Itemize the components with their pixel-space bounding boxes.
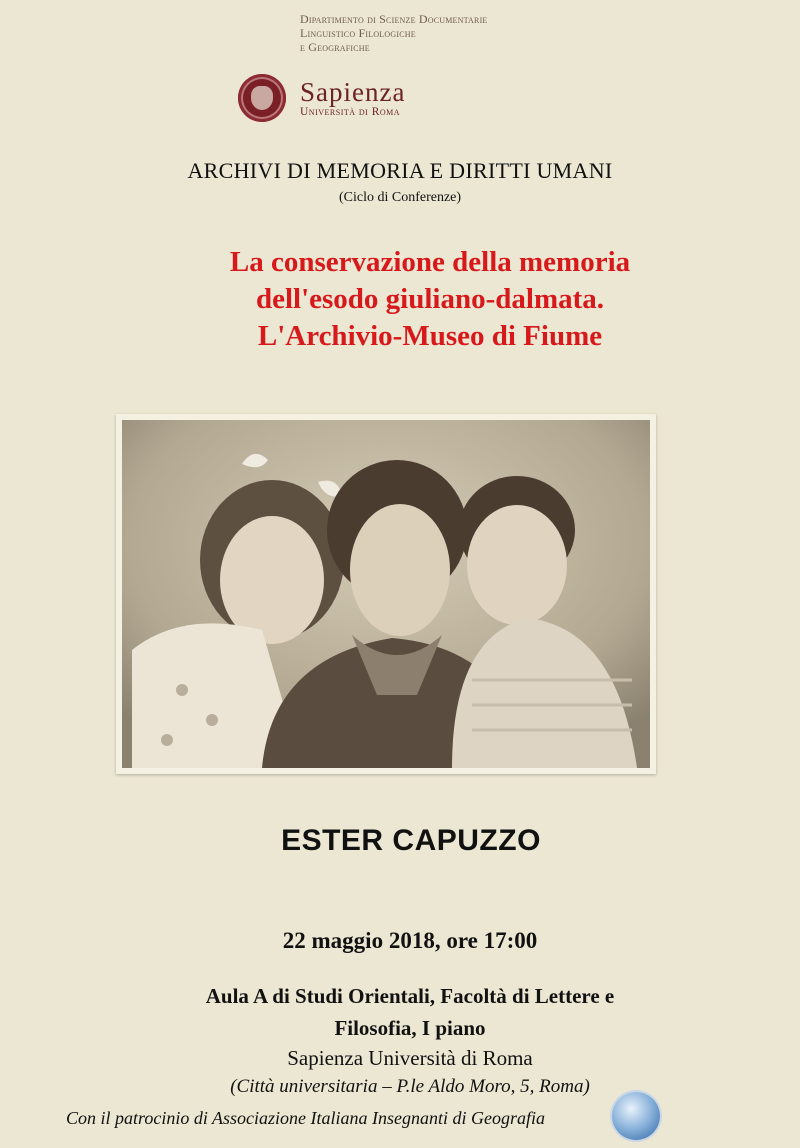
photograph-image — [122, 420, 650, 768]
patronage-text: Con il patrocinio di Associazione Italiana Insegnanti di Geografia — [66, 1108, 545, 1128]
speaker-name: ESTER CAPUZZO — [281, 824, 541, 857]
brand-subtitle: Università di Roma — [300, 106, 401, 118]
university-seal-icon — [238, 74, 286, 122]
brand-name: Sapienza — [300, 77, 406, 107]
department-line-3: e Geografiche — [300, 40, 370, 54]
photograph-drawing — [122, 420, 650, 768]
association-globe-icon — [612, 1092, 660, 1140]
series-subtitle: (Ciclo di Conferenze) — [338, 190, 462, 205]
talk-title-line-2: dell'esodo giuliano-dalmata. — [255, 283, 605, 315]
department-line-2: Linguistico Filologiche — [300, 26, 416, 40]
talk-title-line-3: L'Archivio-Museo di Fiume — [257, 320, 603, 352]
event-university: Sapienza Università di Roma — [287, 1046, 533, 1070]
department-name — [300, 12, 488, 54]
brand-text — [300, 78, 405, 118]
talk-title-line-1: La conservazione della memoria — [229, 246, 631, 278]
event-address: (Città universitaria – P.le Aldo Moro, 5, Roma) — [230, 1076, 590, 1097]
event-date-time: 22 maggio 2018, ore 17:00 — [282, 928, 538, 953]
department-line-1: Dipartimento di Scienze Documentarie — [300, 12, 488, 26]
venue-line-1: Aula A di Studi Orientali, Facoltà di Lettere e — [205, 984, 615, 1008]
family-photograph — [116, 414, 656, 774]
series-title: ARCHIVI DI MEMORIA E DIRITTI UMANI — [187, 158, 613, 183]
talk-title — [150, 244, 710, 355]
venue-line-2: Filosofia, I piano — [334, 1016, 486, 1040]
university-logo — [238, 74, 405, 122]
event-venue — [130, 980, 690, 1044]
